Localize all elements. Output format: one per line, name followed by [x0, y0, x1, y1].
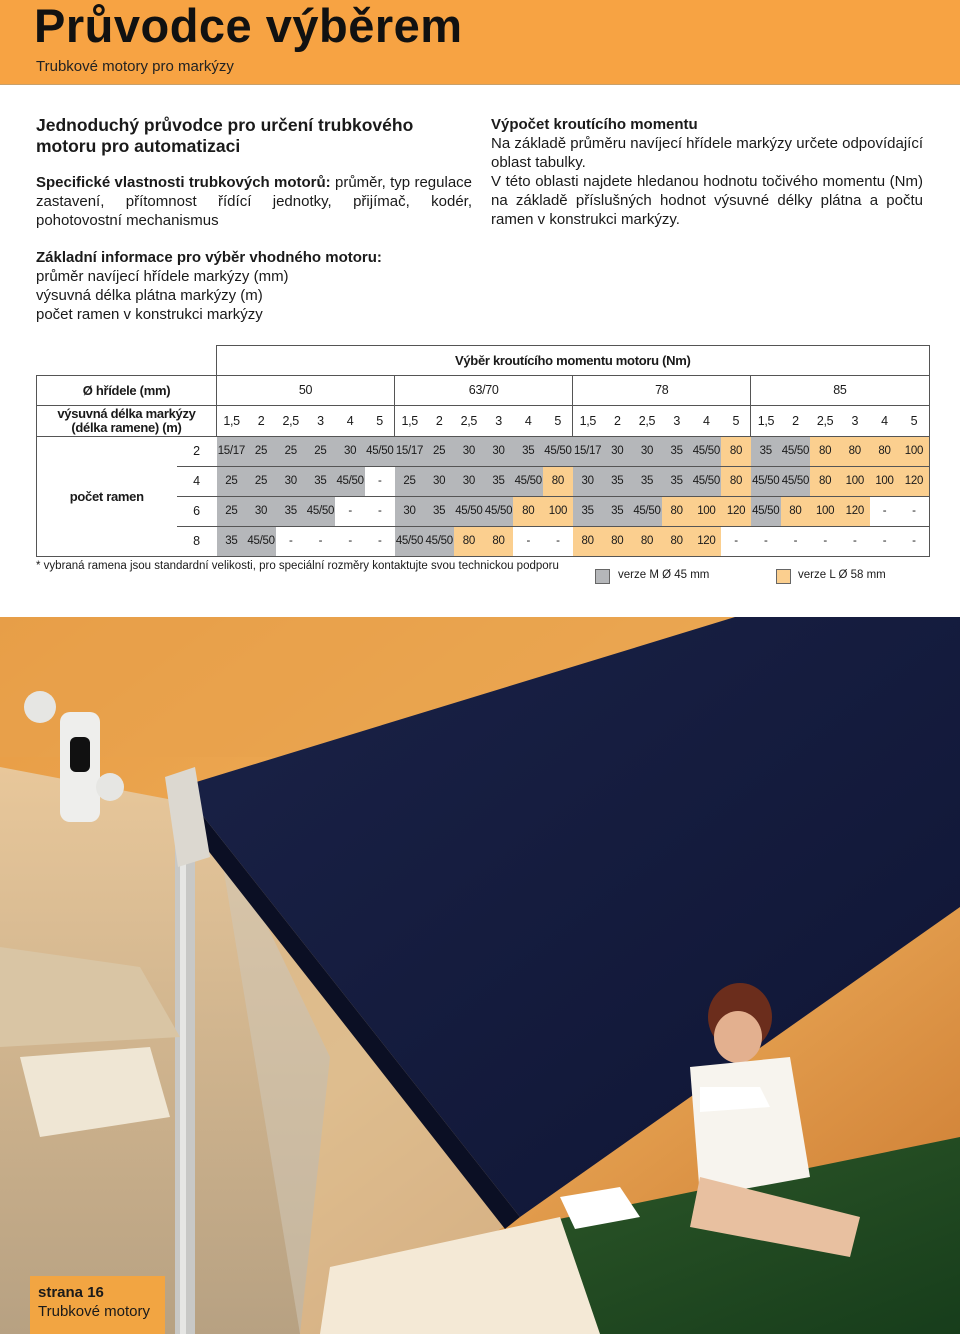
torque-value: -: [870, 526, 900, 556]
torque-value: 25: [306, 436, 336, 466]
basic-info-heading: Základní informace pro výběr vhodného motoru:: [36, 249, 382, 266]
torque-value: -: [751, 526, 781, 556]
awning-photo: [0, 617, 960, 1334]
torque-value: 45/50: [781, 466, 811, 496]
torque-value: 80: [840, 436, 870, 466]
torque-value: 35: [662, 466, 692, 496]
torque-value: 45/50: [632, 496, 662, 526]
basic-info-item: počet ramen v konstrukci markýzy: [36, 306, 263, 323]
torque-value: 35: [573, 496, 603, 526]
table-title-row: [37, 346, 930, 376]
torque-value: -: [543, 526, 573, 556]
length-header: 2: [602, 405, 632, 436]
torque-value: 45/50: [484, 496, 514, 526]
torque-value: -: [365, 496, 395, 526]
torque-value: 35: [602, 496, 632, 526]
length-header: 5: [365, 405, 395, 436]
torque-value: -: [276, 526, 306, 556]
length-header: 2: [246, 405, 276, 436]
torque-value: -: [365, 466, 395, 496]
length-header: 5: [543, 405, 573, 436]
torque-value: 80: [484, 526, 514, 556]
legend-swatch-m: [595, 569, 610, 584]
torque-value: 100: [543, 496, 573, 526]
length-header: 4: [692, 405, 722, 436]
length-header: 4: [335, 405, 365, 436]
page-section: Trubkové motory: [38, 1303, 150, 1320]
torque-value: 25: [246, 466, 276, 496]
legend-label-l: verze L Ø 58 mm: [798, 569, 886, 581]
length-header: 3: [662, 405, 692, 436]
torque-value: -: [335, 496, 365, 526]
specifics-text: průměr, typ regulace zastavení, přítomnost řídící jednotky, přijímač, kodér, pohotovostní mechanismus: [36, 174, 472, 229]
length-header: 4: [513, 405, 543, 436]
torque-value: 35: [276, 496, 306, 526]
specifics-paragraph: [36, 173, 472, 230]
torque-value: 45/50: [246, 526, 276, 556]
torque-value: -: [899, 526, 929, 556]
diameter-header: 78: [573, 375, 751, 405]
table-corner-empty: [37, 346, 217, 376]
length-header: 3: [306, 405, 336, 436]
torque-value: 25: [424, 436, 454, 466]
right-intro: [491, 115, 923, 229]
arms-count: 6: [177, 496, 217, 526]
basic-info-item: výsuvná délka plátna markýzy (m): [36, 287, 263, 304]
torque-value: -: [721, 526, 751, 556]
torque-value: 45/50: [395, 526, 425, 556]
arms-count: 2: [177, 436, 217, 466]
legend-label-m: verze M Ø 45 mm: [618, 569, 710, 581]
torque-value: 100: [899, 436, 929, 466]
torque-value: 30: [454, 466, 484, 496]
arms-count: 8: [177, 526, 217, 556]
torque-value: 80: [810, 436, 840, 466]
torque-table: [36, 345, 930, 557]
shaft-diameter-label: Ø hřídele (mm): [37, 375, 217, 405]
basic-info: [36, 248, 536, 324]
torque-value: 80: [781, 496, 811, 526]
length-header: 2: [781, 405, 811, 436]
arms-count: 4: [177, 466, 217, 496]
torque-value: 30: [395, 496, 425, 526]
torque-value: 30: [573, 466, 603, 496]
torque-value: 30: [484, 436, 514, 466]
torque-value: 30: [276, 466, 306, 496]
page-number: strana 16: [38, 1284, 104, 1301]
extension-length-label-line: (délka ramene) (m): [71, 419, 182, 435]
left-intro-heading: Jednoduchý průvodce pro určení trubkového motoru pro automatizaci: [36, 115, 414, 156]
torque-value: -: [840, 526, 870, 556]
torque-value: 80: [454, 526, 484, 556]
torque-value: 100: [692, 496, 722, 526]
torque-value: 45/50: [454, 496, 484, 526]
torque-value: 35: [751, 436, 781, 466]
torque-value: 80: [870, 436, 900, 466]
torque-value: 30: [246, 496, 276, 526]
basic-info-item: průměr navíjecí hřídele markýzy (mm): [36, 268, 289, 285]
torque-value: 25: [217, 466, 247, 496]
torque-value: -: [335, 526, 365, 556]
diameter-header: 50: [217, 375, 395, 405]
right-intro-p1: Na základě průměru navíjecí hřídele markýzy určete odpovídající oblast tabulky.: [491, 135, 923, 171]
legend-swatch-l: [776, 569, 791, 584]
diameter-row: [37, 375, 930, 405]
torque-value: 80: [662, 526, 692, 556]
torque-value: 80: [573, 526, 603, 556]
torque-value: 15/17: [573, 436, 603, 466]
awning-photo-illustration: [0, 617, 960, 1334]
length-header: 5: [899, 405, 929, 436]
torque-value: 35: [632, 466, 662, 496]
torque-value: -: [306, 526, 336, 556]
torque-value: 80: [602, 526, 632, 556]
torque-value: 100: [870, 466, 900, 496]
length-header: 1,5: [217, 405, 247, 436]
torque-value: 30: [454, 436, 484, 466]
torque-value: 35: [662, 436, 692, 466]
torque-value: 35: [424, 496, 454, 526]
torque-value: 45/50: [781, 436, 811, 466]
torque-value: 80: [810, 466, 840, 496]
length-header: 3: [484, 405, 514, 436]
torque-value: 45/50: [306, 496, 336, 526]
torque-value: 35: [602, 466, 632, 496]
length-header: 2,5: [810, 405, 840, 436]
length-header: 2,5: [276, 405, 306, 436]
page-marker: [30, 1276, 165, 1334]
header-band: [0, 0, 960, 84]
length-header: 2,5: [632, 405, 662, 436]
length-header: 3: [840, 405, 870, 436]
torque-value: 45/50: [543, 436, 573, 466]
torque-value: 80: [543, 466, 573, 496]
torque-value: 80: [632, 526, 662, 556]
torque-value: 35: [217, 526, 247, 556]
torque-value: 45/50: [513, 466, 543, 496]
torque-value: 30: [632, 436, 662, 466]
torque-value: 45/50: [692, 436, 722, 466]
torque-value: 45/50: [751, 496, 781, 526]
torque-value: 45/50: [751, 466, 781, 496]
torque-value: 120: [692, 526, 722, 556]
torque-value: 100: [810, 496, 840, 526]
length-header: 1,5: [395, 405, 425, 436]
torque-value: 25: [395, 466, 425, 496]
torque-value: 120: [840, 496, 870, 526]
length-header: 2: [424, 405, 454, 436]
torque-value: 30: [602, 436, 632, 466]
page-title: Průvodce výběrem: [34, 0, 463, 52]
torque-value: 120: [899, 466, 929, 496]
torque-value: 80: [513, 496, 543, 526]
torque-value: 25: [246, 436, 276, 466]
header-divider: [0, 84, 960, 85]
arms-count-label: počet ramen: [37, 436, 177, 556]
torque-value: 15/17: [395, 436, 425, 466]
torque-value: 35: [484, 466, 514, 496]
left-intro: [36, 115, 472, 230]
torque-value: 120: [721, 496, 751, 526]
torque-value: 80: [721, 436, 751, 466]
specifics-label: Specifické vlastnosti trubkových motorů:: [36, 174, 331, 191]
diameter-header: 63/70: [395, 375, 573, 405]
footnote: * vybraná ramena jsou standardní velikosti, pro speciální rozměry kontaktujte svou technickou podporu: [36, 560, 559, 572]
extension-length-label: [37, 405, 217, 436]
torque-value: -: [513, 526, 543, 556]
length-header: 1,5: [751, 405, 781, 436]
right-intro-p2: V této oblasti najdete hledanou hodnotu točivého momentu (Nm) na základě příslušných hodnot výsuvné délky plátna a počtu ramen v konstrukci markýzy.: [491, 173, 923, 228]
length-header: 4: [870, 405, 900, 436]
diameter-header: 85: [751, 375, 929, 405]
page-subtitle: Trubkové motory pro markýzy: [36, 58, 234, 75]
length-header: 2,5: [454, 405, 484, 436]
torque-value: -: [810, 526, 840, 556]
length-header: 1,5: [573, 405, 603, 436]
torque-value: -: [781, 526, 811, 556]
torque-value: 15/17: [217, 436, 247, 466]
torque-value: 45/50: [424, 526, 454, 556]
length-header: 5: [721, 405, 751, 436]
torque-value: -: [365, 526, 395, 556]
torque-value: 25: [276, 436, 306, 466]
table-row: [37, 436, 930, 466]
torque-value: 30: [424, 466, 454, 496]
extension-length-label-line: výsuvná délka markýzy: [57, 405, 196, 421]
torque-value: 25: [217, 496, 247, 526]
torque-value: -: [899, 496, 929, 526]
torque-value: 30: [335, 436, 365, 466]
table-title: Výběr kroutícího momentu motoru (Nm): [217, 346, 930, 376]
length-row: [37, 405, 930, 436]
torque-value: 100: [840, 466, 870, 496]
torque-value: 45/50: [365, 436, 395, 466]
torque-value: 35: [306, 466, 336, 496]
right-intro-heading: Výpočet kroutícího momentu: [491, 116, 698, 133]
torque-value: 80: [721, 466, 751, 496]
torque-value: 45/50: [692, 466, 722, 496]
torque-value: 80: [662, 496, 692, 526]
torque-value: 45/50: [335, 466, 365, 496]
torque-value: 35: [513, 436, 543, 466]
torque-value: -: [870, 496, 900, 526]
